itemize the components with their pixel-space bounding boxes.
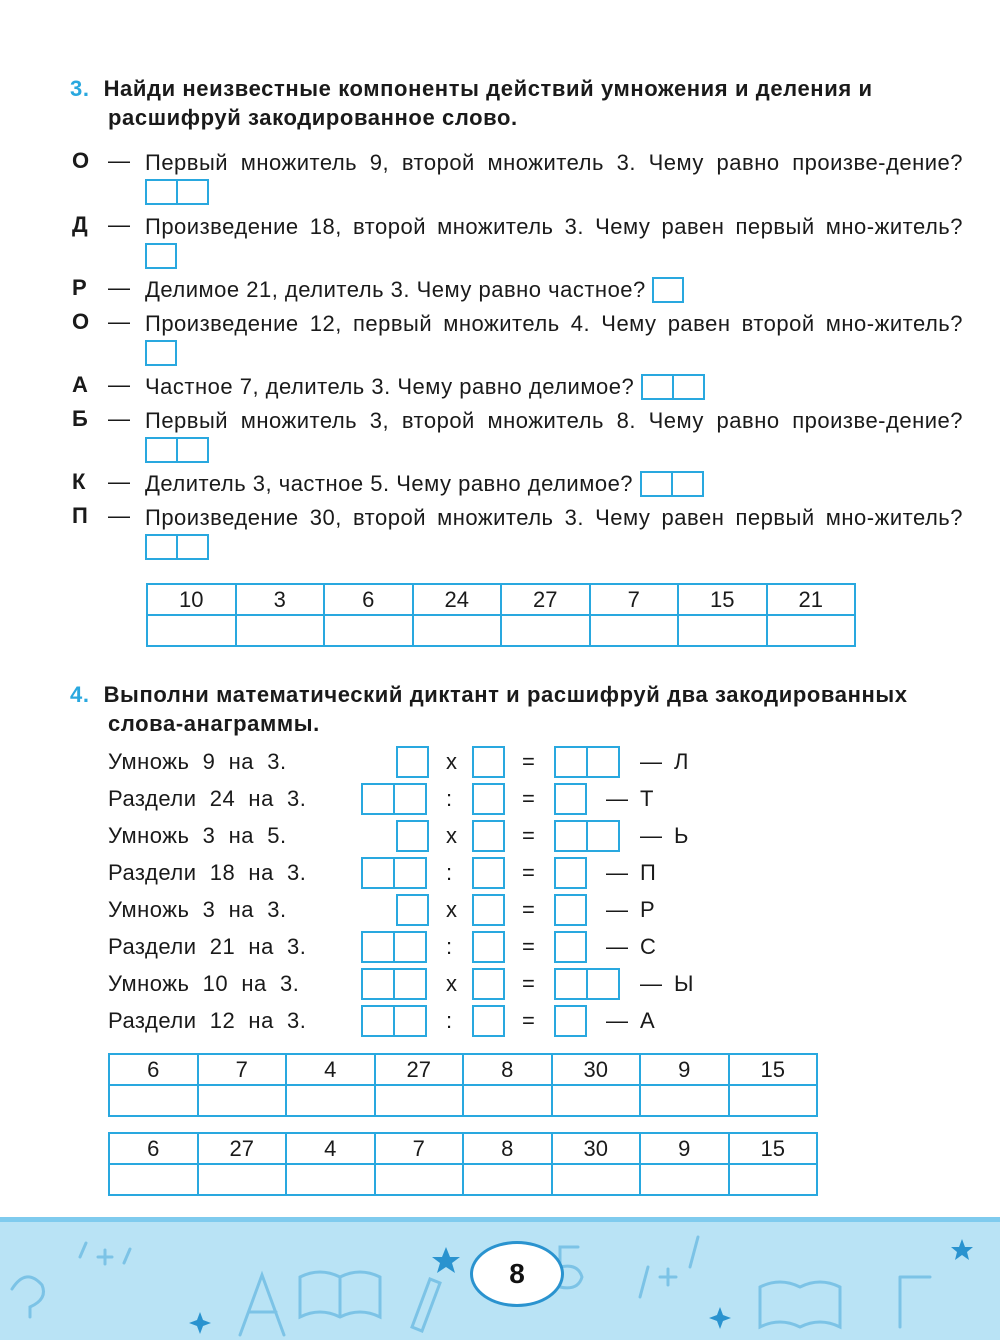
- answer-box[interactable]: [652, 277, 684, 303]
- answer-box[interactable]: [640, 471, 704, 497]
- code-letter-cell[interactable]: [147, 615, 236, 646]
- riddle-text: [145, 148, 963, 206]
- equals-sign: =: [522, 860, 536, 885]
- operand-box[interactable]: [361, 1005, 427, 1037]
- code-number-cell: 9: [640, 1054, 729, 1085]
- code-number-cell: 8: [463, 1054, 552, 1085]
- dictation-text: Раздели 21 на 3.: [108, 934, 307, 959]
- sparkle-icon: [189, 1312, 211, 1334]
- result-box[interactable]: [554, 968, 620, 1000]
- star-icon-right: [951, 1239, 973, 1260]
- code-number-cell: 9: [640, 1133, 729, 1164]
- task3-code-table: [146, 583, 856, 647]
- code-number-cell: 27: [375, 1054, 464, 1085]
- dictation-row: [108, 1005, 728, 1038]
- code-letter-cell[interactable]: [463, 1085, 552, 1116]
- answer-box[interactable]: [145, 437, 209, 463]
- code-letter-cell[interactable]: [324, 615, 413, 646]
- code-letter-cell[interactable]: [236, 615, 325, 646]
- operator-sign: :: [446, 1008, 453, 1033]
- riddle-text: [145, 372, 963, 401]
- task4-title: [70, 680, 962, 738]
- result-box[interactable]: [554, 746, 620, 778]
- result-box[interactable]: [554, 931, 587, 963]
- equals-sign: =: [522, 897, 536, 922]
- riddle-text: [145, 503, 963, 561]
- dictation-text: Раздели 24 на 3.: [108, 786, 307, 811]
- dictation-text: Раздели 18 на 3.: [108, 860, 307, 885]
- operand-box[interactable]: [472, 820, 505, 852]
- operand-box[interactable]: [396, 746, 429, 778]
- code-letter-cell[interactable]: [375, 1164, 464, 1195]
- result-box[interactable]: [554, 783, 587, 815]
- dictation-text: Умножь 9 на 3.: [108, 749, 287, 774]
- code-number-cell: 4: [286, 1054, 375, 1085]
- operator-sign: х: [446, 897, 458, 922]
- g-letter-doodle-icon: [900, 1277, 930, 1327]
- riddle-text: [145, 275, 963, 304]
- operand-box[interactable]: [472, 746, 505, 778]
- dictation-text: Раздели 12 на 3.: [108, 1008, 307, 1033]
- riddle-text: [145, 406, 963, 464]
- equals-sign: =: [522, 934, 536, 959]
- code-letter-cell[interactable]: [678, 615, 767, 646]
- operand-box[interactable]: [472, 1005, 505, 1037]
- result-box[interactable]: [554, 1005, 587, 1037]
- riddle-text: [145, 309, 963, 367]
- dictation-row: [108, 894, 728, 927]
- code-number-cell: 6: [109, 1133, 198, 1164]
- dictation-text: Умножь 3 на 3.: [108, 897, 287, 922]
- result-box[interactable]: [554, 857, 587, 889]
- code-number-cell: 30: [552, 1133, 641, 1164]
- operand-box[interactable]: [396, 894, 429, 926]
- sparkle-icon-2: [709, 1307, 731, 1329]
- code-number-cell: 7: [198, 1054, 287, 1085]
- task3-code-header-row: [147, 584, 855, 615]
- task3-title: [70, 74, 962, 132]
- star-icon: [432, 1247, 460, 1273]
- dictation-row: [108, 820, 728, 853]
- riddle-letter: Р: [72, 275, 88, 300]
- riddle-letter: П: [72, 503, 89, 528]
- code-letter-cell[interactable]: [375, 1085, 464, 1116]
- task4-title-line2: слова-анаграммы.: [108, 711, 320, 736]
- dictation-dash: —: [606, 934, 629, 959]
- code-number-cell: 21: [767, 584, 856, 615]
- dictation-letter: Т: [640, 786, 654, 811]
- code-letter-cell[interactable]: [590, 615, 679, 646]
- code-letter-cell[interactable]: [640, 1085, 729, 1116]
- operand-box[interactable]: [472, 931, 505, 963]
- task3-number: 3.: [70, 76, 90, 101]
- dictation-dash: —: [606, 860, 629, 885]
- equals-sign: =: [522, 823, 536, 848]
- dictation-letter: А: [640, 1008, 656, 1033]
- task4-table2-answer-row: [109, 1164, 817, 1195]
- dictation-dash: —: [640, 823, 663, 848]
- operand-box[interactable]: [472, 894, 505, 926]
- riddle-letter: Б: [72, 406, 89, 431]
- code-number-cell: 15: [729, 1054, 818, 1085]
- riddle-dash: —: [108, 372, 131, 397]
- operand-box[interactable]: [472, 968, 505, 1000]
- dictation-dash: —: [640, 971, 663, 996]
- operand-box[interactable]: [472, 857, 505, 889]
- riddle-question: Произведение 12, первый множитель 4. Чему равен второй мно-житель?: [145, 311, 963, 336]
- equals-sign: =: [522, 1008, 536, 1033]
- riddle-letter: К: [72, 469, 86, 494]
- task4-table2-header-row: [109, 1133, 817, 1164]
- riddle-dash: —: [108, 275, 131, 300]
- code-letter-cell[interactable]: [729, 1164, 818, 1195]
- operand-box[interactable]: [472, 783, 505, 815]
- code-letter-cell[interactable]: [198, 1164, 287, 1195]
- code-letter-cell[interactable]: [729, 1085, 818, 1116]
- dictation-text: Умножь 10 на 3.: [108, 971, 300, 996]
- riddle-letter: Д: [72, 212, 89, 237]
- equals-sign: =: [522, 749, 536, 774]
- dictation-text: Умножь 3 на 5.: [108, 823, 287, 848]
- riddle-dash: —: [108, 148, 131, 173]
- code-number-cell: 4: [286, 1133, 375, 1164]
- operator-sign: :: [446, 860, 453, 885]
- task4-number: 4.: [70, 682, 90, 707]
- operator-sign: :: [446, 786, 453, 811]
- task4-table1-answer-row: [109, 1085, 817, 1116]
- answer-box[interactable]: [145, 243, 177, 269]
- riddle-text: [145, 212, 963, 270]
- code-number-cell: 7: [590, 584, 679, 615]
- code-letter-cell[interactable]: [640, 1164, 729, 1195]
- code-letter-cell[interactable]: [767, 615, 856, 646]
- dictation-row: [108, 931, 728, 964]
- equals-sign: =: [522, 971, 536, 996]
- riddle-text: [145, 469, 963, 498]
- code-number-cell: 8: [463, 1133, 552, 1164]
- page-number: 8: [470, 1241, 564, 1307]
- dictation-letter: Р: [640, 897, 656, 922]
- one-plus-one-right-doodle-icon: [640, 1237, 698, 1297]
- riddle-dash: —: [108, 503, 131, 528]
- riddle-letter: О: [72, 309, 90, 334]
- dictation-row: [108, 746, 728, 779]
- code-number-cell: 3: [236, 584, 325, 615]
- code-number-cell: 6: [109, 1054, 198, 1085]
- task4-table1-header-row: [109, 1054, 817, 1085]
- code-number-cell: 6: [324, 584, 413, 615]
- dictation-row: [108, 857, 728, 890]
- code-number-cell: 7: [375, 1133, 464, 1164]
- code-number-cell: 24: [413, 584, 502, 615]
- dictation-dash: —: [640, 749, 663, 774]
- dictation-letter: С: [640, 934, 657, 959]
- code-letter-cell[interactable]: [552, 1164, 641, 1195]
- question-doodle-icon: [12, 1277, 44, 1317]
- dictation-dash: —: [606, 786, 629, 811]
- operand-box[interactable]: [361, 968, 427, 1000]
- code-number-cell: 10: [147, 584, 236, 615]
- dictation-letter: Л: [674, 749, 689, 774]
- riddle-question: Произведение 18, второй множитель 3. Чему равен первый мно-житель?: [145, 214, 963, 239]
- task4-code-table-1: [108, 1053, 818, 1117]
- equals-sign: =: [522, 786, 536, 811]
- riddle-dash: —: [108, 212, 131, 237]
- task4-code-table-2: [108, 1132, 818, 1196]
- code-letter-cell[interactable]: [286, 1164, 375, 1195]
- code-letter-cell[interactable]: [109, 1164, 198, 1195]
- task4-title-line1: Выполни математический диктант и расшифруй два закодированных: [103, 682, 908, 707]
- code-letter-cell[interactable]: [463, 1164, 552, 1195]
- triangle-a-doodle-icon: [240, 1275, 284, 1335]
- page-footer: [0, 1217, 1000, 1340]
- open-book-icon: [300, 1272, 380, 1317]
- operator-sign: х: [446, 749, 458, 774]
- book-right-icon: [760, 1282, 840, 1327]
- riddle-question: Делимое 21, делитель 3. Чему равно частное?: [145, 277, 646, 302]
- riddle-question: Делитель 3, частное 5. Чему равно делимое?: [145, 471, 634, 496]
- code-number-cell: 15: [678, 584, 767, 615]
- operand-box[interactable]: [396, 820, 429, 852]
- operator-sign: х: [446, 971, 458, 996]
- operand-box[interactable]: [361, 857, 427, 889]
- code-number-cell: 27: [501, 584, 590, 615]
- dictation-letter: Ь: [674, 823, 689, 848]
- answer-box[interactable]: [641, 374, 705, 400]
- riddle-dash: —: [108, 406, 131, 431]
- code-letter-cell[interactable]: [109, 1085, 198, 1116]
- result-box[interactable]: [554, 820, 620, 852]
- dictation-row: [108, 968, 728, 1001]
- riddle-dash: —: [108, 309, 131, 334]
- answer-box[interactable]: [145, 534, 209, 560]
- code-letter-cell[interactable]: [552, 1085, 641, 1116]
- dictation-letter: П: [640, 860, 657, 885]
- operator-sign: :: [446, 934, 453, 959]
- task3-title-line2: расшифруй закодированное слово.: [108, 105, 518, 130]
- riddle-letter: О: [72, 148, 90, 173]
- task3-title-line1: Найди неизвестные компоненты действий умножения и деления и: [103, 76, 873, 101]
- answer-box[interactable]: [145, 179, 209, 205]
- code-number-cell: 30: [552, 1054, 641, 1085]
- code-letter-cell[interactable]: [501, 615, 590, 646]
- code-letter-cell[interactable]: [198, 1085, 287, 1116]
- riddle-dash: —: [108, 469, 131, 494]
- code-number-cell: 15: [729, 1133, 818, 1164]
- answer-box[interactable]: [145, 340, 177, 366]
- riddle-question: Частное 7, делитель 3. Чему равно делимое?: [145, 374, 635, 399]
- dictation-letter: Ы: [674, 971, 694, 996]
- dictation-dash: —: [606, 1008, 629, 1033]
- dictation-dash: —: [606, 897, 629, 922]
- code-letter-cell[interactable]: [413, 615, 502, 646]
- riddle-question: Произведение 30, второй множитель 3. Чему равен первый мно-житель?: [145, 505, 963, 530]
- result-box[interactable]: [554, 894, 587, 926]
- operand-box[interactable]: [361, 931, 427, 963]
- riddle-question: Первый множитель 3, второй множитель 8. Чему равно произве-дение?: [145, 408, 963, 433]
- one-plus-one-doodle-icon: [80, 1243, 130, 1264]
- riddle-letter: А: [72, 372, 89, 397]
- operand-box[interactable]: [361, 783, 427, 815]
- pencil-icon: [412, 1279, 440, 1331]
- code-letter-cell[interactable]: [286, 1085, 375, 1116]
- code-number-cell: 27: [198, 1133, 287, 1164]
- dictation-row: [108, 783, 728, 816]
- riddle-question: Первый множитель 9, второй множитель 3. Чему равно произве-дение?: [145, 150, 963, 175]
- task3-code-answer-row: [147, 615, 855, 646]
- operator-sign: х: [446, 823, 458, 848]
